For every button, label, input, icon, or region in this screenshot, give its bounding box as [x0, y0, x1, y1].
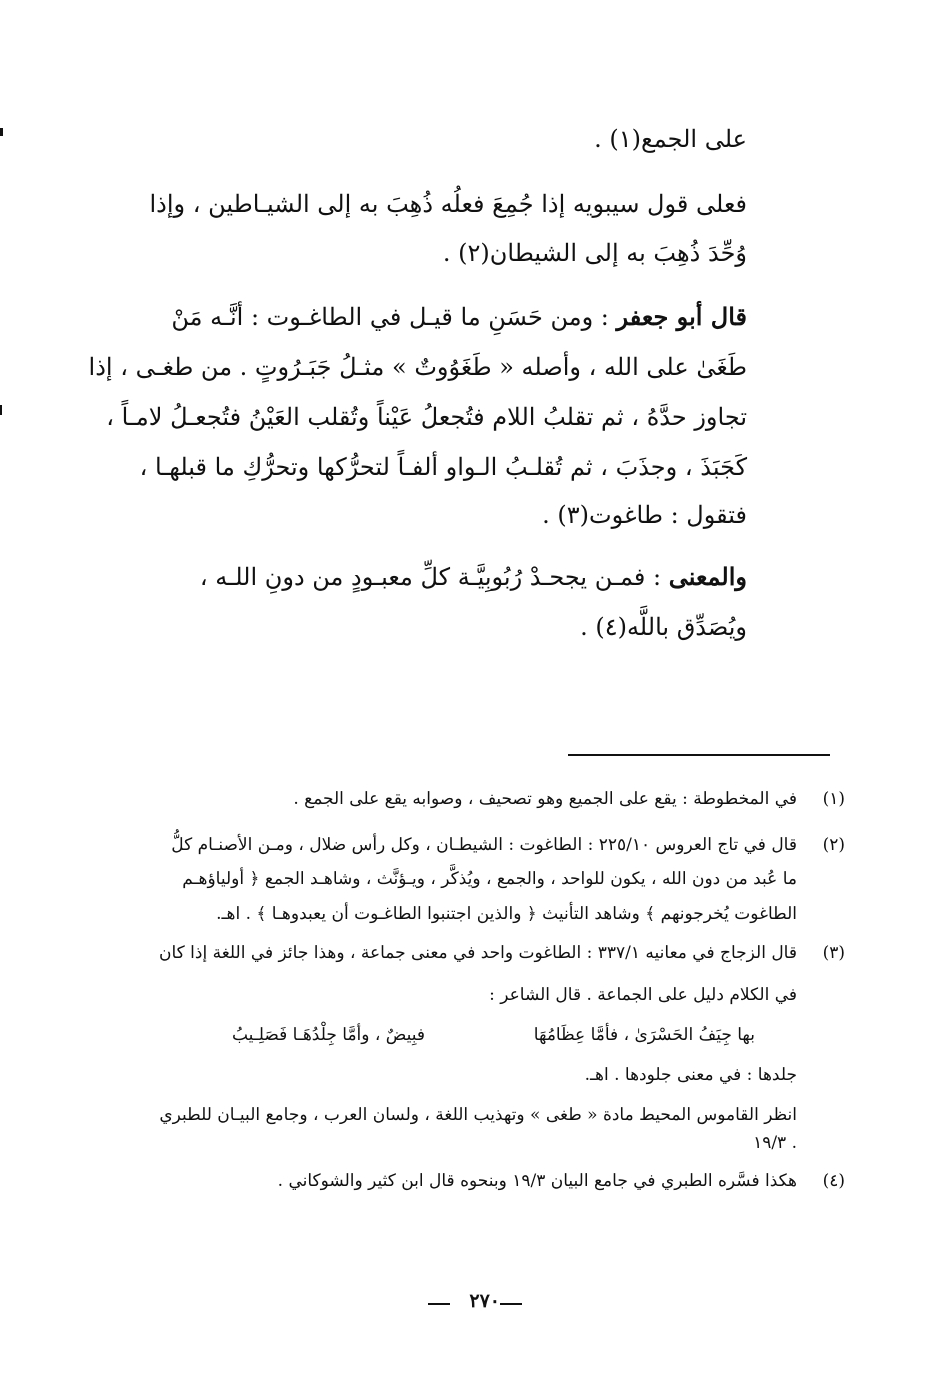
para-2-line-2: وُحِّدَ ذُهِبَ به إلى الشيطان(٢) . — [442, 239, 747, 267]
footnote-3-line-1: قال الزجاج في معانيه ٣٣٧/١ : الطاغوت واحد في معنى جماعة ، وهذا جائز في اللغة إذا كان — [159, 943, 797, 963]
footnote-4-text: هكذا فسَّره الطبري في جامع البيان ١٩/٣ وبنحوه قال ابن كثير والشوكاني . — [277, 1171, 797, 1191]
footnote-1-number: (١) — [822, 789, 845, 809]
footnote-4-number: (٤) — [822, 1171, 845, 1191]
footnote-1-text: في المخطوطة : يقع على الجميع وهو تصحيف ، وصوابه يقع على الجمع . — [293, 789, 797, 809]
para-3-line-2: طَغَىٰ على الله ، وأصله « طَغَوُوتٌ » مثـلُ جَبَـرُوتٍ . من طغـى ، إذا — [88, 353, 747, 381]
para-3-line-1-rest: : ومن حَسَنِ ما قيـل في الطاغـوت : أنَّـه مَنْ — [171, 303, 617, 331]
page-number-left-dash — [428, 1303, 450, 1305]
footnote-2-line-2: ما عُبد من دون الله ، يكون للواحد ، والجمع ، ويُذكَّر ، ويـؤنَّث ، وشاهـد الجمع ﴿ أولياؤهـم — [182, 869, 797, 889]
footnote-3-verse-second-hemistich: فبِيضٌ ، وأمَّا جِلْدُهَـا فَصَلِـيبُ — [231, 1025, 425, 1045]
footnote-separator — [568, 754, 830, 756]
para-3-line-1 — [171, 302, 747, 332]
footnote-3-line-3: جلدها : في معنى جلودها . اهـ. — [584, 1065, 797, 1085]
footnote-3-verse-first-hemistich: بها جِيَفُ الحَسْرَىٰ ، فأمَّا عِظَامُهَا — [533, 1025, 755, 1045]
footnote-2-number: (٢) — [822, 835, 845, 855]
footnote-3-line-4: انظر القاموس المحيط مادة « طغى » وتهذيب اللغة ، ولسان العرب ، وجامع البيـان للطبري — [159, 1105, 797, 1125]
footnote-3-line-5: ١٩/٣ . — [753, 1133, 797, 1153]
para-4-line-1-rest: : فمـن يجحـدْ رُبُوبِيَّـة كلِّ معبـودٍ من دونِ اللـه ، — [199, 563, 669, 591]
footnote-2-line-3: الطاغوت يُخرجونهم ﴾ وشاهد التأنيث ﴿ والذين اجتنبوا الطاغـوت أن يعبدوهـا ﴾ . اهـ. — [216, 904, 797, 924]
para-3-line-3: تجاوز حدَّهُ ، ثم تقلبُ اللام فتُجعلُ عَيْناً وتُقلب العَيْنُ فتُجعـلُ لامـاً ، — [106, 403, 747, 431]
footnote-3-line-2: في الكلام دليل على الجماعة . قال الشاعر : — [489, 985, 797, 1005]
page-number-right-dash — [500, 1303, 522, 1305]
scan-mark-top — [0, 128, 3, 136]
para-4-line-1 — [200, 562, 747, 592]
page-number: ٢٧٠ — [469, 1290, 500, 1312]
body-line-1: على الجمع(١) . — [594, 125, 747, 153]
para-2-line-1: فعلى قول سيبويه إذا جُمِعَ فعلُه ذُهِبَ به إلى الشيـاطين ، وإذا — [149, 190, 747, 218]
para-4-lead: والمعنى — [668, 562, 747, 591]
scan-mark-middle — [0, 405, 2, 415]
para-3-lead: قال أبو جعفر — [616, 302, 747, 331]
footnote-2-line-1: قال في تاج العروس ٢٢٥/١٠ : الطاغوت : الشيطـان ، وكل رأس ضلال ، ومـن الأصنـام كلُّ — [171, 835, 797, 855]
para-4-line-2: ويُصَدِّق باللَّه(٤) . — [580, 613, 747, 641]
footnote-3-number: (٣) — [822, 943, 845, 963]
para-3-line-5: فتقول : طاغوت(٣) . — [542, 501, 747, 529]
para-3-line-4: كَجَبَذَ ، وجذَبَ ، ثم تُقلـبُ الـواو ألفـاً لتحرُّكها وتحرُّكِ ما قبلهـا ، — [139, 453, 747, 481]
